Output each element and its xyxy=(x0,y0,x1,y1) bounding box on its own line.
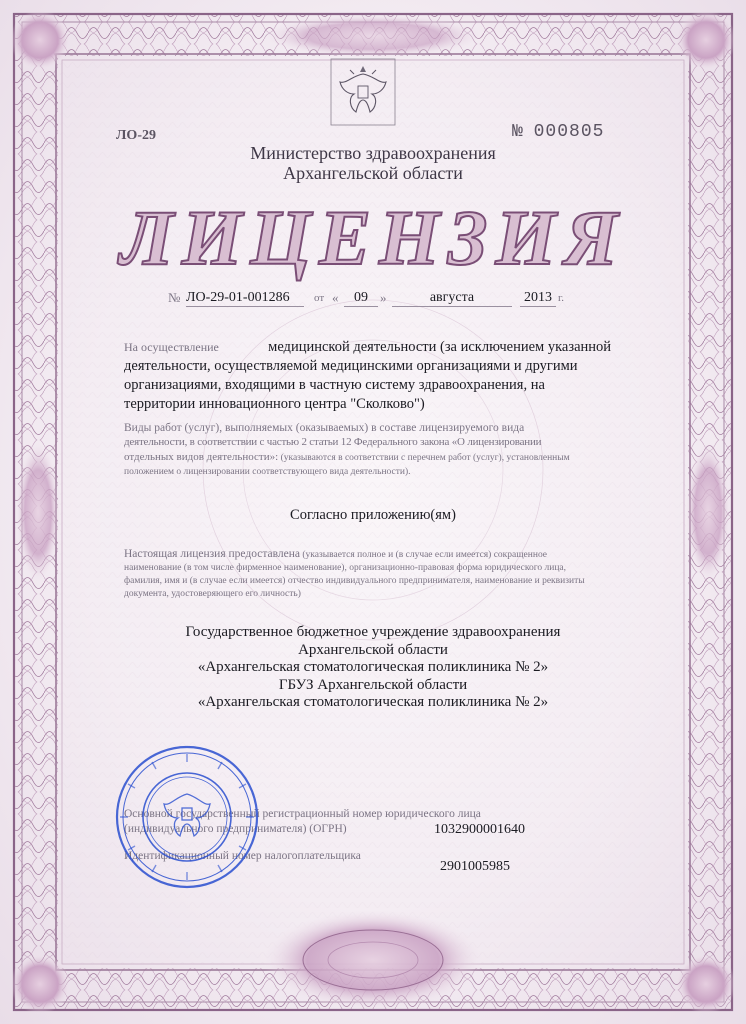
org-line-3: «Архангельская стоматологическая поликлиника № 2» xyxy=(197,659,549,675)
granted-line-4: документа, удостоверяющего его личность) xyxy=(124,589,301,599)
activity-line-2: деятельности, осуществляемой медицинскими организациями и другими xyxy=(124,358,578,374)
license-series: ЛО-29 xyxy=(116,128,156,143)
number-prefix: № xyxy=(512,122,523,142)
ogrn-label-1: Основной государственный регистрационный номер юридического лица xyxy=(124,808,481,820)
license-number-line xyxy=(168,290,578,310)
activity-line-4: территории инновационного центра "Сколково") xyxy=(124,396,425,412)
license-day: 09 xyxy=(344,290,378,307)
license-no-label: № xyxy=(168,290,181,305)
works-line-3a: отдельных видов деятельности»: xyxy=(124,451,279,463)
issuing-authority xyxy=(200,143,546,183)
organization-name xyxy=(140,624,606,712)
works-line-3b: (указываются в соответствии с перечнем работ (услуг), установленным xyxy=(278,453,570,463)
org-line-4: ГБУЗ Архангельской области xyxy=(278,676,468,693)
org-line-5: «Архангельская стоматологическая поликлиника № 2» xyxy=(197,694,549,710)
coat-of-arms-emblem xyxy=(330,58,396,126)
title-text: ЛИЦЕНЗИЯ xyxy=(120,194,626,281)
document-title xyxy=(120,190,626,284)
inn-value: 2901005985 xyxy=(440,859,510,874)
blank-number xyxy=(512,122,604,142)
ogrn-label-2: (индивидуального предпринимателя) (ОГРН) xyxy=(124,823,347,835)
ministry-line-1: Министерство здравоохранения xyxy=(250,143,496,163)
quote-close: » xyxy=(380,290,387,305)
year-suffix: г. xyxy=(558,292,565,304)
granted-line-1a: Настоящая лицензия предоставлена xyxy=(124,548,300,560)
granted-line-2: наименование (в том числе фирменное наименование), организационно-правовая форма юридического лица, xyxy=(124,563,567,573)
activity-line-3: организациями, входящими в частную систему здравоохранения, на xyxy=(124,377,545,393)
org-line-2: Архангельской области xyxy=(298,641,448,658)
works-line-2: деятельности, в соответствии с частью 2 статьи 12 Федерального закона «О лицензировании xyxy=(124,436,542,448)
ogrn-value: 1032900001640 xyxy=(434,822,525,837)
org-line-1: Государственное бюджетное учреждение здравоохранения xyxy=(185,624,561,640)
ministry-line-2: Архангельской области xyxy=(283,163,463,183)
granted-line-3: фамилия, имя и (в случае если имеется) отчество индивидуального предпринимателя, наименование и реквизиты xyxy=(124,576,585,586)
works-line-1: Виды работ (услуг), выполняемых (оказываемых) в составе лицензируемого вида xyxy=(124,422,525,434)
quote-open: « xyxy=(332,290,339,305)
activity-section xyxy=(124,338,614,414)
granted-line-1b: (указывается полное и (в случае если имеется) сокращенное xyxy=(300,550,548,560)
granted-section xyxy=(124,546,610,601)
official-seal-stamp xyxy=(112,742,262,892)
works-section xyxy=(124,421,610,479)
license-year: 2013 xyxy=(520,290,556,307)
inn-label: Идентификационный номер налогоплательщика xyxy=(124,850,361,862)
activity-label: На осуществление xyxy=(124,340,219,354)
works-line-4: положением о лицензировании соответствующего вида деятельности). xyxy=(124,467,411,477)
license-number: ЛО-29-01-001286 xyxy=(186,290,304,307)
activity-line-1: медицинской деятельности (за исключением указанной xyxy=(268,339,612,355)
blank-number-value: 000805 xyxy=(533,122,605,142)
from-label: от xyxy=(314,292,325,304)
license-month: августа xyxy=(392,290,512,307)
works-value: Согласно приложению(ям) xyxy=(290,507,456,523)
